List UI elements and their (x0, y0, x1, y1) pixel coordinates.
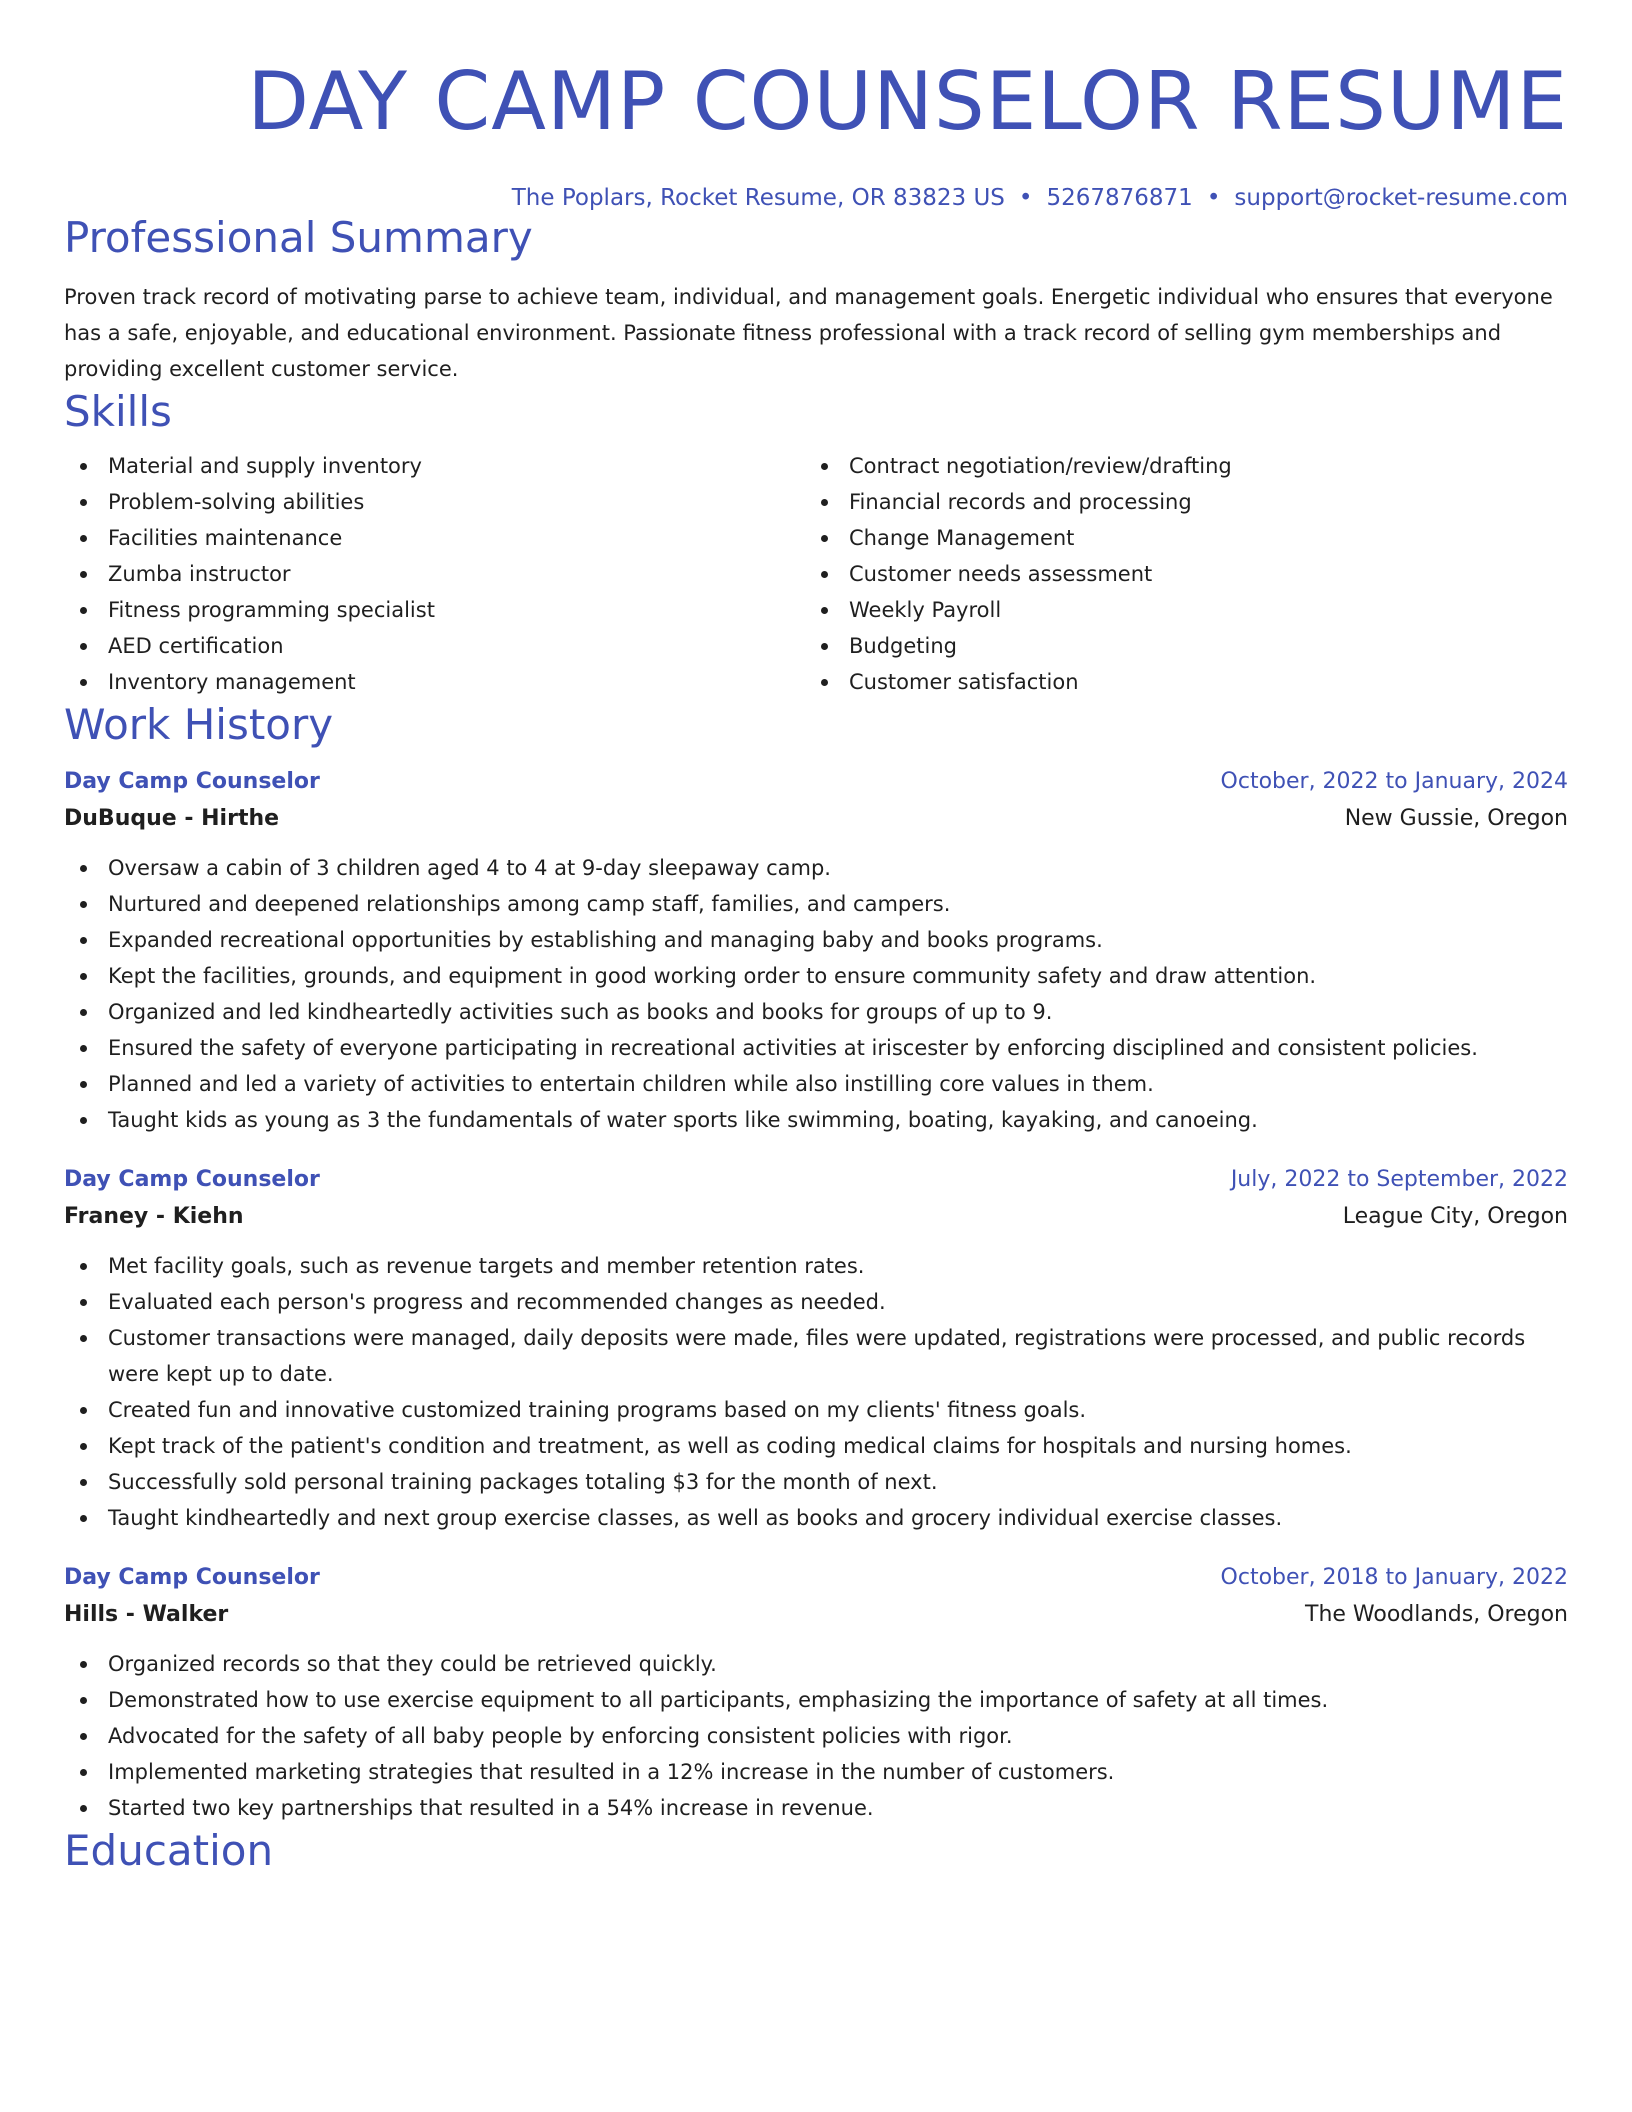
list-item: Successfully sold personal training packages totaling $3 for the month of next. (64, 1464, 1568, 1500)
job-entry (64, 1560, 1568, 1826)
job-title: Day Camp Counselor (64, 1565, 320, 1590)
list-item: Ensured the safety of everyone participating in recreational activities at iriscester by enforcing disciplined and consistent policies. (64, 1030, 1568, 1066)
job-header-row (64, 764, 1568, 800)
list-item: Customer needs assessment (805, 556, 1546, 592)
list-item: Weekly Payroll (805, 592, 1546, 628)
contact-email[interactable]: support@rocket-resume.com (1234, 185, 1568, 211)
job-location: New Gussie, Oregon (1344, 806, 1568, 831)
job-duties-list (64, 850, 1568, 1138)
resume-title: DAY CAMP COUNSELOR RESUME (247, 55, 1568, 148)
job-dates: July, 2022 to September, 2022 (1230, 1167, 1568, 1192)
list-item: Met facility goals, such as revenue targets and member retention rates. (64, 1248, 1568, 1284)
list-item: Material and supply inventory (64, 448, 805, 484)
list-item: Taught kindheartedly and next group exercise classes, as well as books and grocery individual exercise classes. (64, 1500, 1568, 1536)
list-item: Implemented marketing strategies that resulted in a 12% increase in the number of customers. (64, 1754, 1568, 1790)
list-item: Budgeting (805, 628, 1546, 664)
list-item: Zumba instructor (64, 556, 805, 592)
job-company: Franey - Kiehn (64, 1204, 244, 1229)
list-item: Taught kids as young as 3 the fundamentals of water sports like swimming, boating, kayaking, and canoeing. (64, 1102, 1568, 1138)
list-item: Fitness programming specialist (64, 592, 805, 628)
contact-line (64, 183, 1568, 213)
job-entry (64, 1162, 1568, 1536)
job-company-row (64, 1596, 1568, 1634)
education-heading: Education (64, 1826, 274, 1875)
list-item: Change Management (805, 520, 1546, 556)
list-item: Planned and led a variety of activities to entertain children while also instilling core values in them. (64, 1066, 1568, 1102)
contact-separator: • (1018, 185, 1033, 211)
job-dates: October, 2022 to January, 2024 (1220, 769, 1568, 794)
list-item: Customer transactions were managed, daily deposits were made, files were updated, registrations were processed, and public records were kept up to date. (64, 1320, 1568, 1392)
list-item: AED certification (64, 628, 805, 664)
skills-grid (64, 448, 1568, 700)
list-item: Kept track of the patient's condition and treatment, as well as coding medical claims for hospitals and nursing homes. (64, 1428, 1568, 1464)
work-history-list (64, 764, 1568, 1826)
job-duties-list (64, 1248, 1568, 1536)
summary-text: Proven track record of motivating parse to achieve team, individual, and management goals. Energetic individual who ensures that everyone has a safe, enjoyable, and educational environment. Passionate fitness professional with a track record of selling gym memberships and providing excellent customer service. (64, 285, 1553, 381)
list-item: Demonstrated how to use exercise equipment to all participants, emphasizing the importance of safety at all times. (64, 1682, 1568, 1718)
list-item: Nurtured and deepened relationships among camp staff, families, and campers. (64, 886, 1568, 922)
list-item: Customer satisfaction (805, 664, 1546, 700)
list-item: Inventory management (64, 664, 805, 700)
job-company-row (64, 800, 1568, 838)
job-company: DuBuque - Hirthe (64, 806, 280, 831)
job-title: Day Camp Counselor (64, 1167, 320, 1192)
contact-separator: • (1206, 185, 1221, 211)
list-item: Organized records so that they could be retrieved quickly. (64, 1646, 1568, 1682)
summary-heading: Professional Summary (64, 213, 533, 262)
job-duties-list (64, 1646, 1568, 1826)
job-location: The Woodlands, Oregon (1305, 1602, 1568, 1627)
skills-heading: Skills (64, 387, 172, 436)
skills-left-list (64, 448, 805, 700)
list-item: Started two key partnerships that resulted in a 54% increase in revenue. (64, 1790, 1568, 1826)
list-item: Oversaw a cabin of 3 children aged 4 to 4 at 9-day sleepaway camp. (64, 850, 1568, 886)
job-company: Hills - Walker (64, 1602, 229, 1627)
contact-address: The Poplars, Rocket Resume, OR 83823 US (511, 185, 1005, 211)
job-header-row (64, 1162, 1568, 1198)
contact-phone: 5267876871 (1046, 185, 1193, 211)
job-location: League City, Oregon (1342, 1204, 1568, 1229)
list-item: Contract negotiation/review/drafting (805, 448, 1546, 484)
list-item: Financial records and processing (805, 484, 1546, 520)
list-item: Advocated for the safety of all baby people by enforcing consistent policies with rigor. (64, 1718, 1568, 1754)
list-item: Problem-solving abilities (64, 484, 805, 520)
education-content (64, 1876, 1568, 1896)
list-item: Facilities maintenance (64, 520, 805, 556)
job-title: Day Camp Counselor (64, 769, 320, 794)
work-history-heading: Work History (64, 700, 334, 749)
job-entry (64, 764, 1568, 1138)
skills-right-list (805, 448, 1546, 700)
job-header-row (64, 1560, 1568, 1596)
job-dates: October, 2018 to January, 2022 (1220, 1565, 1568, 1590)
job-company-row (64, 1198, 1568, 1236)
list-item: Kept the facilities, grounds, and equipment in good working order to ensure community safety and draw attention. (64, 958, 1568, 994)
list-item: Created fun and innovative customized training programs based on my clients' fitness goals. (64, 1392, 1568, 1428)
list-item: Evaluated each person's progress and recommended changes as needed. (64, 1284, 1568, 1320)
list-item: Organized and led kindheartedly activities such as books and books for groups of up to 9. (64, 994, 1568, 1030)
list-item: Expanded recreational opportunities by establishing and managing baby and books programs. (64, 922, 1568, 958)
